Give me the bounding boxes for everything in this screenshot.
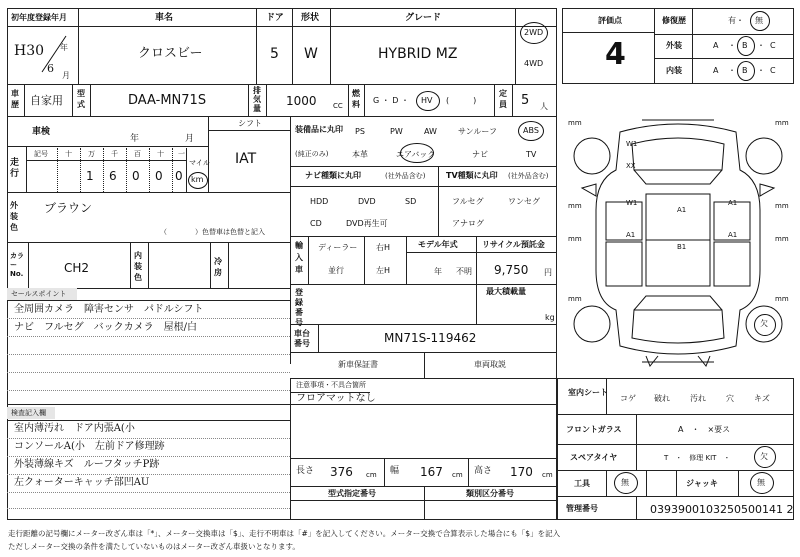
damage-mark: B1 <box>677 243 687 251</box>
inspector-line: 室内薄汚れ ドア内張A(小 <box>14 423 135 434</box>
spare-none: 欠 <box>760 452 768 461</box>
size-label: mm <box>775 235 789 243</box>
model-label: 型式 <box>77 89 85 109</box>
windshield-label: フロントガラス <box>566 425 622 434</box>
length-label: 長さ <box>296 466 315 476</box>
damage-mark: W1 <box>626 199 638 207</box>
interior-label: 内装 <box>666 66 682 75</box>
ext-grade-b: B <box>742 41 748 50</box>
tv-fullseg: フルセグ <box>452 197 484 206</box>
era-year: H30 <box>14 43 45 59</box>
mileage-record-label: 記号 <box>34 150 48 158</box>
size-label: mm <box>568 235 582 243</box>
unit-ichi: 一 <box>178 150 185 158</box>
width-label: 幅 <box>390 466 400 476</box>
height-unit: cm <box>542 471 553 479</box>
damage-mark: A1 <box>728 199 738 207</box>
chassis-value: MN71S-119462 <box>384 331 477 345</box>
type-spec-label: 型式指定番号 <box>328 489 376 498</box>
windshield-value: A ・ ×要ス <box>678 425 731 434</box>
equip-abs: ABS <box>523 126 539 135</box>
unit-ten-man: 十 <box>65 150 72 158</box>
fuel-label: 燃料 <box>352 89 360 109</box>
size-label: mm <box>568 202 582 210</box>
damage-mark: A1 <box>728 231 738 239</box>
import-parallel: 並行 <box>328 266 344 275</box>
navi-hdd: HDD <box>310 197 329 206</box>
damage-mark: W1 <box>626 140 638 148</box>
int-grade-dot: ・ <box>728 66 736 75</box>
repair-label: 修復歴 <box>662 16 686 25</box>
mileage-label: 走行 <box>10 158 20 179</box>
repair-yes: 有・ <box>728 16 744 25</box>
displacement-value: 1000 <box>286 94 317 108</box>
inspector-line: コンソールA(小 左前ドア修理跡 <box>14 441 165 452</box>
equip-navi: ナビ <box>472 150 488 159</box>
sales-points-label: セールスポイント <box>11 290 67 298</box>
size-label: mm <box>775 295 789 303</box>
displacement-label: 排気量 <box>253 86 261 113</box>
import-rh: 右H <box>376 243 391 252</box>
warranty-manual: 車両取説 <box>474 360 506 369</box>
tv-analog: アナログ <box>452 219 484 228</box>
recycle-value: 9,750 <box>494 263 529 277</box>
exterior-color-label: 外装色 <box>10 201 18 232</box>
mgmt-label: 管理番号 <box>566 504 598 513</box>
spare-options: T ・ 修理 KIT ・ <box>664 454 731 462</box>
damage-mark: A1 <box>677 206 687 214</box>
equip-pw: PW <box>390 127 403 136</box>
equip-aw: AW <box>424 127 437 136</box>
int-grade-dot: ・ <box>757 66 765 75</box>
inspector-line: 左クォーターキャッチ部凹AU <box>14 477 150 488</box>
width-unit: cm <box>452 471 463 479</box>
seat-scratch: キズ <box>754 394 770 403</box>
grade-value: HYBRID MZ <box>378 46 458 62</box>
doors-value: 5 <box>270 46 279 62</box>
mileage-digit: 6 <box>109 169 117 183</box>
tv-sub: (社外品含む) <box>508 172 549 180</box>
unit-hyaku: 百 <box>134 150 141 158</box>
cc-unit: CC <box>333 102 343 110</box>
navi-cd: CD <box>310 219 322 228</box>
seat-tear: 破れ <box>654 394 670 403</box>
damage-mark-missing: 欠 <box>760 319 768 328</box>
warranty-new: 新車保証書 <box>338 360 378 369</box>
km-label: km <box>191 175 204 184</box>
year-unit: 年 <box>60 43 68 52</box>
height-label: 高さ <box>474 466 493 476</box>
equip-ps: PS <box>355 127 365 136</box>
navi-sd: SD <box>405 197 417 206</box>
unit-man: 万 <box>88 150 95 158</box>
equip-leather: 本革 <box>352 150 368 159</box>
navi-label: ナビ種類に丸印 <box>305 171 361 180</box>
first-reg-label: 初年度登録年月 <box>11 13 67 22</box>
sales-point-line: 全周囲カメラ 障害センサ パドルシフト <box>14 304 204 315</box>
person-unit: 人 <box>540 102 548 111</box>
equip-sunroof: サンルーフ <box>458 127 497 136</box>
drive-4wd: 4WD <box>524 59 544 68</box>
chassis-label: 車台番号 <box>294 329 310 348</box>
unit-ju: 十 <box>157 150 164 158</box>
int-grade-a: A <box>713 66 719 75</box>
damage-mark: A1 <box>626 231 636 239</box>
sales-point-line: ナビ フルセグ バックカメラ 屋根/白 <box>14 322 197 333</box>
mileage-digit: 0 <box>175 169 183 183</box>
shift-value: IAT <box>235 151 257 167</box>
model-value: DAA-MN71S <box>128 93 207 108</box>
ext-grade-dot: ・ <box>728 41 736 50</box>
size-label: mm <box>568 119 582 127</box>
shape-value: W <box>304 46 318 62</box>
month-unit: 月 <box>62 71 70 80</box>
recycle-unit: 円 <box>544 268 552 277</box>
damage-mark: XX <box>626 162 636 170</box>
mgmt-value: 0393900103250500141 2 <box>650 503 794 516</box>
score-value: 4 <box>605 37 626 72</box>
shift-label: シフト <box>238 119 262 128</box>
exterior-color-value: ブラウン <box>44 201 93 215</box>
size-label: mm <box>568 295 582 303</box>
car-name-value: クロスビー <box>138 46 203 61</box>
tools-label: 工具 <box>574 479 590 488</box>
class-spec-label: 類別区分番号 <box>466 489 514 498</box>
footer-line-1: 走行距離の記号欄にメーター改ざん車は「*」、メーター交換車は「$」、走行不明車は「#」を記入してください。メーター交換で合算表示した場合にも「$」を記入 <box>8 529 561 538</box>
score-label: 評価点 <box>598 16 622 25</box>
equip-airbag: エアバック <box>396 150 436 159</box>
unit-sen: 千 <box>111 150 118 158</box>
footer-line-2: ただしメーター交換の条件を満たしていないものはメーター改ざん車扱いとなります。 <box>8 542 300 551</box>
usage-value: 自家用 <box>30 94 63 107</box>
max-load-label: 最大積載量 <box>486 287 526 296</box>
max-load-unit: kg <box>545 313 555 322</box>
inspection-label: 車検 <box>32 127 51 137</box>
equipment-label: 装備品に丸印 <box>295 125 343 134</box>
car-name-label: 車名 <box>155 13 174 23</box>
model-year-unknown: 不明 <box>456 267 472 276</box>
month-value: 6 <box>47 62 54 75</box>
size-label: mm <box>775 202 789 210</box>
tools-value: 無 <box>621 478 629 487</box>
length-unit: cm <box>366 471 377 479</box>
navi-sub: (社外品含む) <box>385 172 426 180</box>
capacity-value: 5 <box>521 93 530 108</box>
equipment-sub-label: (純正のみ) <box>295 150 329 158</box>
mileage-digit: 1 <box>86 169 94 183</box>
mileage-digit: 0 <box>155 169 163 183</box>
seat-dirt: 汚れ <box>690 394 706 403</box>
seat-burn: コゲ <box>620 394 636 403</box>
color-no-value: CH2 <box>64 261 90 275</box>
import-label: 輸入車 <box>295 241 303 274</box>
seat-label: 室内シート <box>568 388 608 397</box>
import-lh: 左H <box>376 266 391 275</box>
ext-grade-dot: ・ <box>757 41 765 50</box>
inspector-line: 外装薄線キズ ルーフタッチP跡 <box>14 459 160 470</box>
length-value: 376 <box>330 465 353 479</box>
registration-label: 登録番号 <box>295 288 303 327</box>
interior-color-label: 内装色 <box>134 251 142 282</box>
tv-label: TV種類に丸印 <box>446 171 498 180</box>
int-grade-c: C <box>770 66 776 75</box>
fuel-options: G ・ D ・ <box>373 96 409 105</box>
notes-label: 注意事項・不具合箇所 <box>296 381 366 389</box>
inspection-month-unit: 月 <box>185 134 195 144</box>
equip-tv: TV <box>526 150 537 159</box>
usage-label: 車歴 <box>11 89 19 109</box>
exterior-label: 外装 <box>666 41 682 50</box>
fuel-paren: ( ) <box>446 96 477 105</box>
cooler-label: 冷房 <box>214 257 222 277</box>
tv-oneseg: ワンセグ <box>508 197 540 206</box>
jack-label: ジャッキ <box>686 479 718 488</box>
spare-label: スペアタイヤ <box>570 453 618 462</box>
ext-grade-a: A <box>713 41 719 50</box>
jack-value: 無 <box>757 478 765 487</box>
notes-text: フロアマットなし <box>296 393 376 404</box>
model-year-label: モデル年式 <box>418 240 458 249</box>
door-label: ドア <box>266 13 284 23</box>
navi-dvd-play: DVD再生可 <box>346 219 388 228</box>
height-value: 170 <box>510 465 533 479</box>
width-value: 167 <box>420 465 443 479</box>
seat-hole: 穴 <box>726 394 734 403</box>
inspector-label: 検査記入欄 <box>11 409 46 417</box>
mile-label: マイル <box>189 159 210 167</box>
shape-label: 形状 <box>301 13 320 23</box>
recycle-label: リサイクル預託金 <box>482 240 545 249</box>
mileage-digit: 0 <box>132 169 140 183</box>
int-grade-b: B <box>742 66 748 75</box>
drive-2wd: 2WD <box>524 28 544 37</box>
exterior-color-note: （ ）色替車は色替と記入 <box>160 228 265 236</box>
color-no-label: カラーNo. <box>10 252 24 278</box>
capacity-label: 定員 <box>499 89 507 109</box>
model-year-unit: 年 <box>434 267 442 276</box>
repair-none: 無 <box>755 16 763 25</box>
navi-dvd: DVD <box>358 197 376 206</box>
ext-grade-c: C <box>770 41 776 50</box>
size-label: mm <box>775 119 789 127</box>
inspection-year-unit: 年 <box>130 134 140 144</box>
import-dealer: ディーラー <box>318 243 358 252</box>
fuel-hv: HV <box>421 96 433 105</box>
grade-label: グレード <box>405 13 442 23</box>
